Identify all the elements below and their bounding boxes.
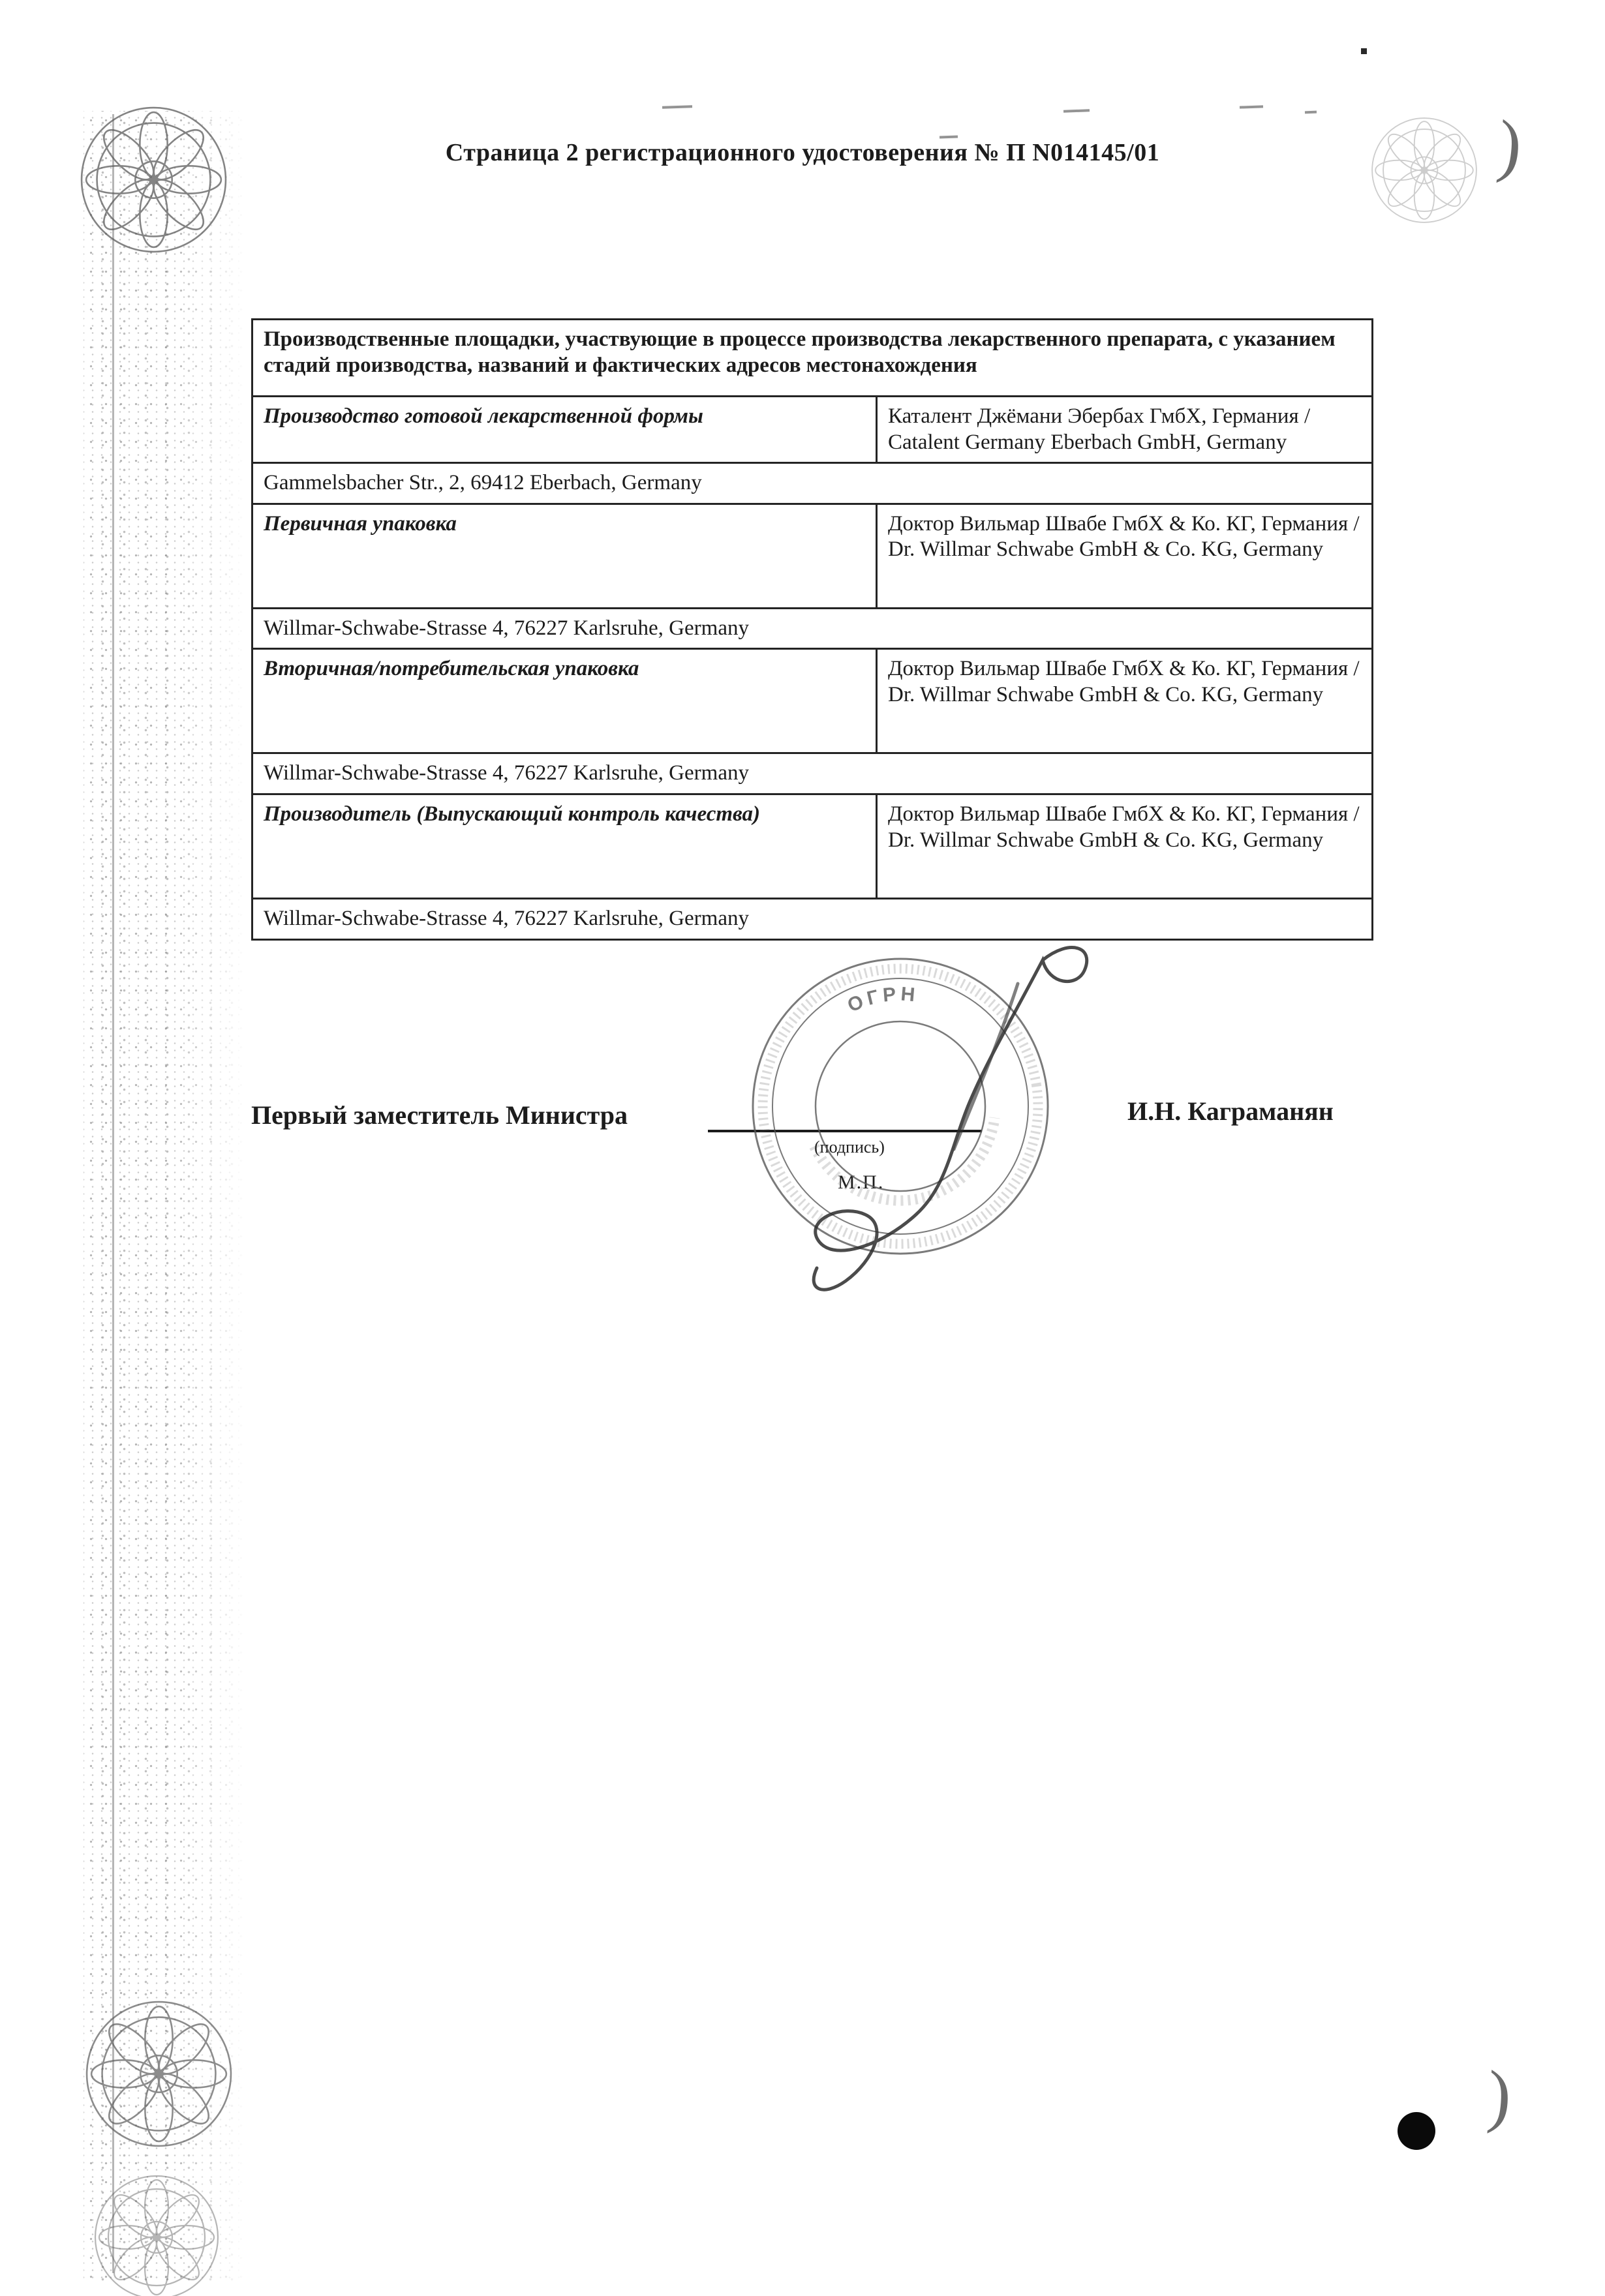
border-line [112, 114, 114, 2273]
scan-speckle-border [84, 111, 247, 2283]
scan-artifact-paren: ) [1484, 2056, 1514, 2136]
production-sites-table [251, 318, 1373, 941]
stage-cell: Производство готовой лекарственной формы [252, 397, 877, 463]
scan-dash-artifact [1063, 109, 1090, 112]
guilloche-rosette-icon [1369, 115, 1480, 226]
guilloche-rosette-icon [91, 2172, 222, 2296]
signatory-name: И.Н. Каграманян [1127, 1096, 1334, 1126]
svg-text:ОГРН [844, 979, 923, 1018]
scan-artifact-paren: ) [1493, 106, 1526, 186]
manufacturer-cell: Доктор Вильмар Швабе ГмбХ & Ко. КГ, Германия / Dr. Willmar Schwabe GmbH & Co. KG, Germany [877, 794, 1373, 898]
scan-dash-artifact [1240, 105, 1263, 108]
manufacturer-cell: Каталент Джёмани Эбербах ГмбХ, Германия / Catalent Germany Eberbach GmbH, Germany [877, 397, 1373, 463]
stamp-ogrn-label: ОГРН [844, 983, 920, 1017]
address-cell: Gammelsbacher Str., 2, 69412 Eberbach, Germany [252, 463, 1373, 504]
address-cell: Willmar-Schwabe-Strasse 4, 76227 Karlsruhe, Germany [252, 898, 1373, 939]
address-cell: Willmar-Schwabe-Strasse 4, 76227 Karlsruhe, Germany [252, 753, 1373, 794]
stage-cell: Производитель (Выпускающий контроль качества) [252, 794, 877, 898]
signature-caption: (подпись) [814, 1138, 885, 1156]
manufacturer-cell: Доктор Вильмар Швабе ГмбХ & Ко. КГ, Германия / Dr. Willmar Schwabe GmbH & Co. KG, Germany [877, 649, 1373, 753]
scan-speck [1361, 48, 1367, 54]
scan-dash-artifact [1305, 111, 1317, 114]
guilloche-rosette-icon [77, 103, 230, 256]
scan-dash-artifact [662, 105, 692, 109]
page-header: Страница 2 регистрационного удостоверения № П N014145/01 [445, 139, 1160, 166]
punch-hole-mark [1398, 2112, 1435, 2150]
manufacturer-cell: Доктор Вильмар Швабе ГмбХ & Ко. КГ, Германия / Dr. Willmar Schwabe GmbH & Co. KG, Germany [877, 504, 1373, 608]
signatory-title: Первый заместитель Министра [251, 1100, 628, 1130]
table-title: Производственные площадки, участвующие в процессе производства лекарственного препарата, с указанием стадий производства, названий и фактических адресов местонахождения [252, 320, 1373, 397]
guilloche-rosette-icon [82, 1997, 236, 2151]
address-cell: Willmar-Schwabe-Strasse 4, 76227 Karlsruhe, Germany [252, 608, 1373, 649]
stage-cell: Вторичная/потребительская упаковка [252, 649, 877, 753]
ministry-round-stamp-icon [721, 927, 1079, 1285]
seal-placeholder-mp: М.П. [838, 1171, 885, 1193]
stage-cell: Первичная упаковка [252, 504, 877, 608]
